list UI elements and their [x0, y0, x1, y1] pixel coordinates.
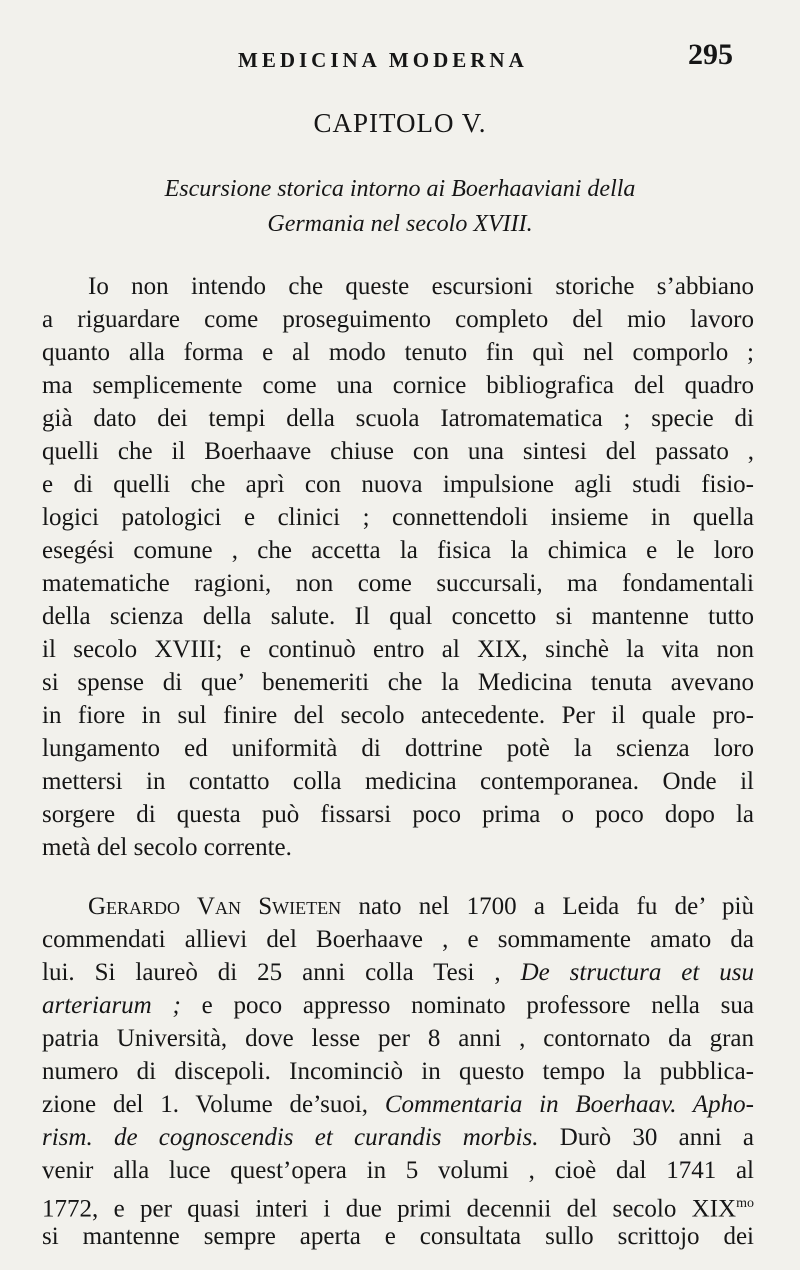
text-line: in fiore in sul finire del secolo antecedente. Per il quale pro- [42, 702, 754, 729]
text-line: metà del secolo corrente. [42, 834, 292, 861]
text-span: 1772, e per quasi interi i due primi decennii del secolo XIX [42, 1195, 737, 1223]
text-span: Durò 30 anni a [538, 1124, 754, 1151]
text-span: nato nel 1700 a Leida fu de’ più [341, 893, 754, 920]
chapter-subtitle-line: Escursione storica intorno ai Boerhaaviani della [164, 176, 636, 202]
text-line: numero di discepoli. Incominciò in questo tempo la pubblica- [42, 1058, 754, 1085]
person-name: Gerardo Van Swieten [88, 893, 342, 920]
text-line [42, 1123, 754, 1153]
running-title: MEDICINA MODERNA [238, 48, 528, 72]
chapter-title: CAPITOLO V. [313, 108, 487, 138]
page-number: 295 [688, 38, 733, 71]
text-line: della scienza della salute. Il qual concetto si mantenne tutto [42, 603, 754, 630]
superscript: mo [736, 1196, 754, 1211]
text-line [88, 892, 754, 922]
chapter-subtitle-line: Germania nel secolo XVIII. [267, 211, 533, 237]
text-line: si spense di que’ benemeriti che la Medicina tenuta avevano [42, 669, 754, 696]
text-line: ma semplicemente come una cornice bibliografica del quadro [42, 372, 754, 399]
text-line: quelli che il Boerhaave chiuse con una sintesi del passato , [42, 438, 754, 465]
text-line: commendati allievi del Boerhaave , e sommamente amato da [42, 926, 754, 953]
italic-span: Commentaria in Boerhaav. Apho- [384, 1091, 754, 1118]
text-line [42, 1090, 754, 1120]
text-line [42, 958, 754, 988]
text-line: logici patologici e clinici ; connettendoli insieme in quella [42, 504, 754, 531]
text-line [42, 1189, 754, 1224]
text-line: già dato dei tempi della scuola Iatromatematica ; specie di [42, 405, 754, 432]
text-line: quanto alla forma e al modo tenuto fin quì nel comporlo ; [42, 339, 754, 366]
text-line: si mantenne sempre aperta e consultata sullo scrittojo dei [42, 1223, 754, 1250]
running-head [0, 38, 800, 78]
italic-span: arteriarum ; [42, 992, 181, 1019]
text-line [42, 991, 754, 1021]
text-line: Io non intendo che queste escursioni storiche s’abbiano [88, 273, 754, 300]
text-line: il secolo XVIII; e continuò entro al XIX, sinchè la vita non [42, 636, 754, 663]
text-line: matematiche ragioni, non come succursali, ma fondamentali [42, 570, 754, 597]
text-line: lungamento ed uniformità di dottrine potè la scienza loro [42, 735, 754, 762]
text-span: e poco appresso nominato professore nella sua [180, 992, 754, 1019]
text-line: patria Università, dove lesse per 8 anni , contornato da gran [42, 1025, 754, 1052]
italic-span: rism. de cognoscendis et curandis morbis. [42, 1124, 539, 1151]
text-line: sorgere di questa può fissarsi poco prima o poco dopo la [42, 801, 754, 828]
text-line: esegési comune , che accetta la fisica la chimica e le loro [42, 537, 754, 564]
text-line: mettersi in contatto colla medicina contemporanea. Onde il [42, 768, 754, 795]
text-line: venir alla luce quest’opera in 5 volumi , cioè dal 1741 al [42, 1157, 754, 1184]
italic-span: De structura et usu [520, 959, 754, 986]
chapter-subtitle [100, 172, 700, 242]
text-line: e di quelli che aprì con nuova impulsione agli studi fisio- [42, 471, 754, 498]
text-line: a riguardare come proseguimento completo del mio lavoro [42, 306, 754, 333]
text-span: zione del 1. Volume de’suoi, [42, 1091, 385, 1118]
text-span: lui. Si laureò di 25 anni colla Tesi , [42, 959, 521, 986]
